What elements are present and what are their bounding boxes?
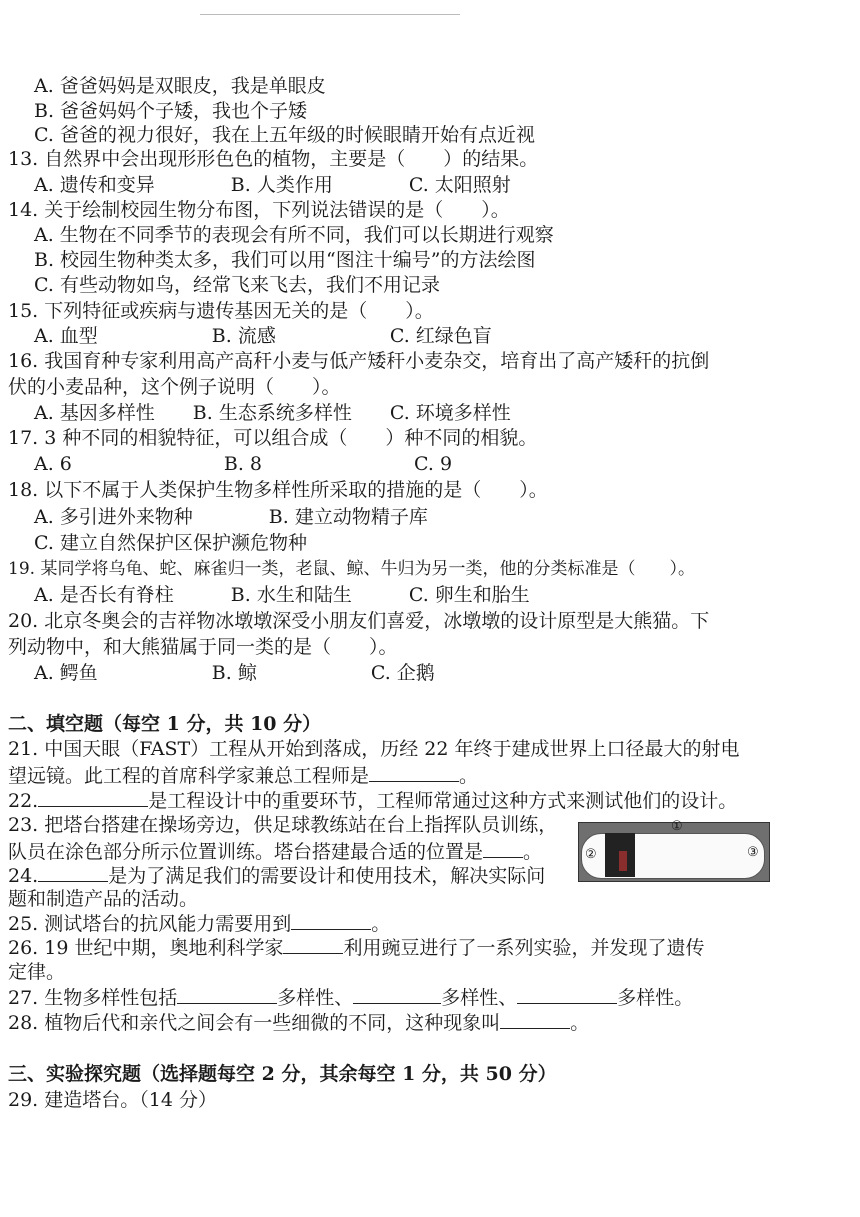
q23-line-2 bbox=[8, 839, 542, 864]
q16-stem-1: 16. 我国育种专家利用高产高秆小麦与低产矮秆小麦杂交，培育出了高产矮秆的抗倒 bbox=[8, 350, 710, 372]
q14-option-b: B. 校园生物种类太多，我们可以用“图注十编号”的方法绘图 bbox=[34, 249, 536, 271]
q20-options: A. 鳄鱼 B. 鲸 C. 企鹅 bbox=[34, 662, 435, 684]
q23-period: 。 bbox=[523, 841, 543, 863]
q16-stem-2: 伏的小麦品种，这个例子说明（ ）。 bbox=[8, 376, 341, 398]
q23-line-1: 23. 把塔台搭建在操场旁边，供足球教练站在台上指挥队员训练， bbox=[8, 814, 558, 836]
q12-option-c: C. 爸爸的视力很好，我在上五年级的时候眼睛开始有点近视 bbox=[34, 124, 535, 146]
q28-line bbox=[8, 1010, 589, 1035]
q14-option-a: A. 生物在不同季节的表现会有所不同，我们可以长期进行观察 bbox=[34, 224, 554, 246]
section2-title: 二、填空题（每空 1 分，共 10 分） bbox=[8, 713, 322, 735]
q27-blank-1[interactable] bbox=[177, 985, 277, 1004]
q22-line bbox=[8, 788, 737, 813]
q27-text-3: 多样性、 bbox=[441, 987, 518, 1009]
q27-text-1: 27. 生物多样性包括 bbox=[8, 987, 178, 1009]
q25-line bbox=[8, 911, 390, 936]
playground-diagram bbox=[578, 819, 770, 882]
q26-text-1: 26. 19 世纪中期，奥地利科学家 bbox=[8, 937, 284, 959]
q21-period: 。 bbox=[459, 765, 479, 787]
q13-stem: 13. 自然界中会出现形形色色的植物，主要是（ ）的结果。 bbox=[8, 148, 539, 170]
q27-line bbox=[8, 985, 693, 1010]
q18-options-ab: A. 多引进外来物种 B. 建立动物精子库 bbox=[34, 506, 428, 528]
q24-number: 24. bbox=[8, 865, 39, 887]
q27-blank-3[interactable] bbox=[517, 985, 617, 1004]
q25-period: 。 bbox=[371, 913, 391, 935]
q15-stem: 15. 下列特征或疾病与遗传基因无关的是（ ）。 bbox=[8, 300, 434, 322]
q26-line-1 bbox=[8, 935, 705, 960]
q20-stem-1: 20. 北京冬奥会的吉祥物冰墩墩深受小朋友们喜爱，冰墩墩的设计原型是大熊猫。下 bbox=[8, 610, 710, 632]
q20-stem-2: 列动物中，和大熊猫属于同一类的是（ ）。 bbox=[8, 636, 398, 658]
q17-options: A. 6 B. 8 C. 9 bbox=[34, 453, 453, 475]
q25-text: 25. 测试塔台的抗风能力需要用到 bbox=[8, 913, 292, 935]
q12-option-b: B. 爸爸妈妈个子矮，我也个子矮 bbox=[34, 100, 308, 122]
q21-answer-blank[interactable] bbox=[369, 763, 459, 782]
q27-blank-2[interactable] bbox=[353, 985, 441, 1004]
q24-answer-blank[interactable] bbox=[38, 863, 108, 882]
q26-text-2: 利用豌豆进行了一系列实验，并发现了遗传 bbox=[343, 937, 705, 959]
q26-answer-blank[interactable] bbox=[283, 935, 343, 954]
q27-text-4: 多样性。 bbox=[617, 987, 694, 1009]
q21-line-1: 21. 中国天眼（FAST）工程从开始到落成，历经 22 年终于建成世界上口径最大的射电 bbox=[8, 738, 740, 760]
q14-stem: 14. 关于绘制校园生物分布图，下列说法错误的是（ ）。 bbox=[8, 199, 510, 221]
red-marker bbox=[619, 851, 627, 871]
q29-stem: 29. 建造塔台。（14 分） bbox=[8, 1089, 217, 1111]
q19-options: A. 是否长有脊柱 B. 水生和陆生 C. 卵生和胎生 bbox=[34, 584, 530, 606]
q23-answer-blank[interactable] bbox=[483, 839, 523, 858]
q12-option-a: A. 爸爸妈妈是双眼皮，我是单眼皮 bbox=[34, 75, 326, 97]
q28-text: 28. 植物后代和亲代之间会有一些细微的不同，这种现象叫 bbox=[8, 1012, 501, 1034]
q21-text: 望远镜。此工程的首席科学家兼总工程师是 bbox=[8, 765, 370, 787]
q23-text: 队员在涂色部分所示位置训练。塔台搭建最合适的位置是 bbox=[8, 841, 484, 863]
q26-line-2: 定律。 bbox=[8, 961, 66, 983]
q21-line-2 bbox=[8, 763, 478, 788]
q25-answer-blank[interactable] bbox=[291, 911, 371, 930]
position-1-label: ① bbox=[671, 819, 683, 834]
q22-text: 是工程设计中的重要环节，工程师常通过这种方式来测试他们的设计。 bbox=[148, 790, 738, 812]
q24-line-1 bbox=[8, 863, 545, 888]
q13-options: A. 遗传和变异 B. 人类作用 C. 太阳照射 bbox=[34, 174, 511, 196]
q18-option-c: C. 建立自然保护区保护濒危物种 bbox=[34, 532, 307, 554]
q27-text-2: 多样性、 bbox=[277, 987, 354, 1009]
q15-options: A. 血型 B. 流感 C. 红绿色盲 bbox=[34, 325, 492, 347]
q28-period: 。 bbox=[570, 1012, 590, 1034]
q22-answer-blank[interactable] bbox=[38, 788, 148, 807]
q19-stem: 19. 某同学将乌龟、蛇、麻雀归一类，老鼠、鲸、牛归为另一类，他的分类标准是（ ）。 bbox=[8, 559, 695, 579]
q28-answer-blank[interactable] bbox=[500, 1010, 570, 1029]
q24-text: 是为了满足我们的需要设计和使用技术，解决实际问 bbox=[108, 865, 546, 887]
q24-line-2: 题和制造产品的活动。 bbox=[8, 888, 199, 910]
position-3-label: ③ bbox=[747, 845, 759, 860]
position-2-label: ② bbox=[585, 847, 597, 862]
q14-option-c: C. 有些动物如鸟，经常飞来飞去，我们不用记录 bbox=[34, 274, 440, 296]
q22-number: 22. bbox=[8, 790, 39, 812]
q16-options: A. 基因多样性 B. 生态系统多样性 C. 环境多样性 bbox=[34, 402, 511, 424]
q18-stem: 18. 以下不属于人类保护生物多样性所采取的措施的是（ ）。 bbox=[8, 479, 548, 501]
section3-title: 三、实验探究题（选择题每空 2 分，其余每空 1 分，共 50 分） bbox=[8, 1063, 557, 1085]
top-scan-line bbox=[200, 14, 460, 15]
q17-stem: 17. 3 种不同的相貌特征，可以组合成（ ）种不同的相貌。 bbox=[8, 427, 538, 449]
